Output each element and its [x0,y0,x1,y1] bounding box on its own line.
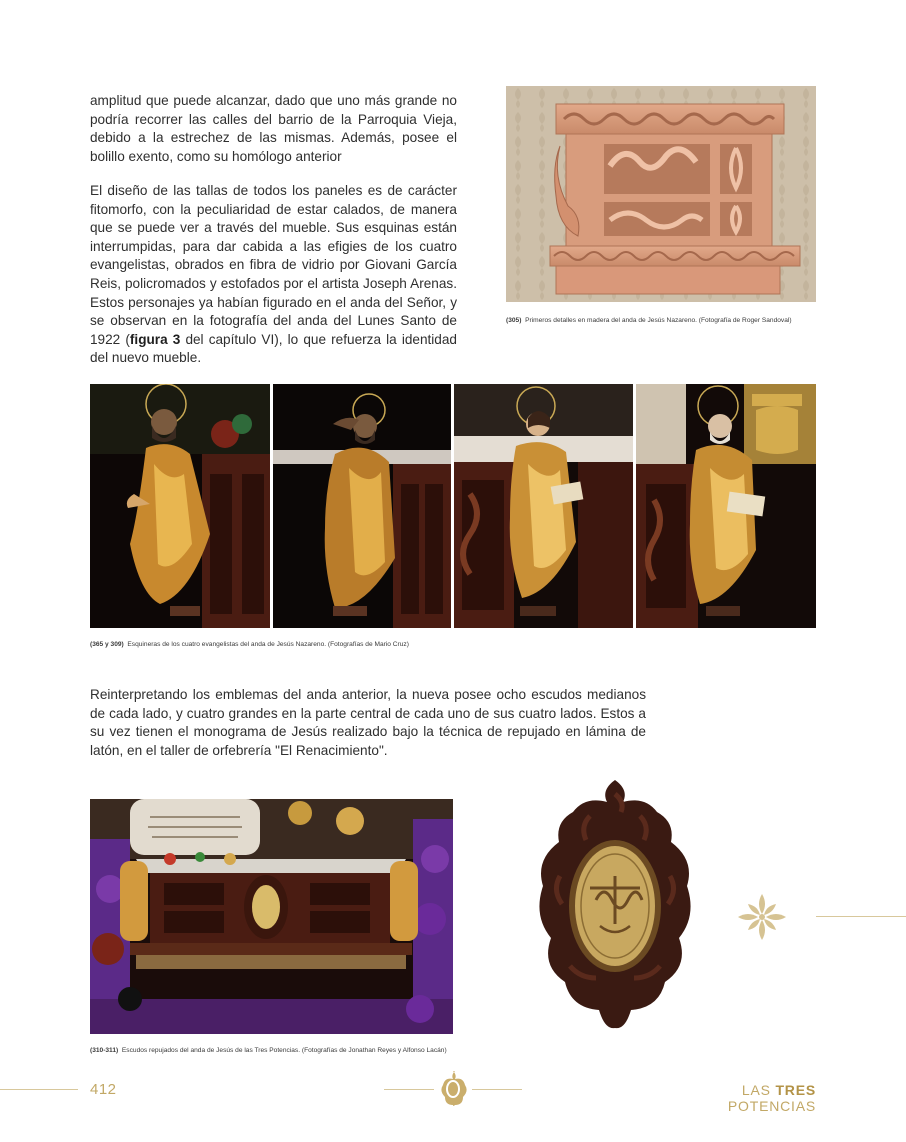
photo-evangelist-4 [636,384,816,628]
caption-text: Esquineras de los cuatro evangelistas del anda de Jesús Nazareno. (Fotografías de Mario Cruz) [127,641,409,648]
photo-evangelist-2 [273,384,451,628]
paragraph-text: El diseño de las tallas de todos los paneles es de carácter fitomorfo, con la peculiaridad de estar calados, de manera que se puede ver a través del mueble. Sus esquinas están interrumpidas, para dar cabida a las efigies de los cuatro evangelistas, obrados en fibra de vidrio por Giovani García Reis, policromados y estofados por el artista Joseph Arenas. Estos personajes ya habían figurado en el anda del Señor, y se observan en la fotografía del anda del Lunes Santo de 1922 ( [90,183,457,347]
figure-reference: figura 3 [129,331,181,347]
brand-word-bold: TRES [775,1082,816,1098]
emblem-icon [437,1070,469,1106]
caption-365 [90,640,409,649]
photo-evangelist-3 [454,384,633,628]
body-paragraph-1 [90,92,457,166]
footer-line-center-left [384,1089,434,1090]
ornament-line [816,916,906,917]
caption-text: Escudos repujados del anda de Jesús de las Tres Potencias. (Fotografías de Jonathan Reyes y Alfonso Lacán) [121,1047,447,1054]
footer-line-left [0,1089,78,1090]
photo-procession-float [90,799,453,1034]
page-number: 412 [90,1081,117,1098]
caption-305 [506,316,792,325]
photo-evangelist-1 [90,384,270,628]
paragraph-text: Reinterpretando los emblemas del anda anterior, la nueva posee ocho escudos medianos de cada lado, y cuatro grandes en la parte central de cada uno de sus cuatro lados. Estos a su vez tienen el monograma de Jesús realizado bajo la técnica de repujado en lámina de latón, en el taller de orfebrería "El Renacimiento". [90,687,646,758]
brand-word: LAS [741,1082,771,1098]
body-paragraph-3 [90,686,646,760]
photo-wood-carving [506,86,816,302]
brand-footer [660,1082,816,1114]
caption-number: (305) [506,317,522,324]
body-paragraph-2 [90,182,457,368]
caption-number: (310-311) [90,1047,119,1054]
paragraph-text: amplitud que puede alcanzar, dado que uno más grande no podría recorrer las calles del barrio de la Parroquia Vieja, debido a la estrechez de las mismas. Además, posee el bolillo exento, como su homólogo anterior [90,93,457,164]
footer-line-center-right [472,1089,522,1090]
paragraph-text: del capítulo VI), lo que refuerza la identidad del nuevo mueble. [90,331,457,366]
brand-word: POTENCIAS [727,1098,816,1114]
caption-number: (365 y 309) [90,641,124,648]
photo-repousse-shield [530,776,700,1032]
ornament-flower-icon [736,892,788,942]
caption-310 [90,1046,447,1055]
caption-text: Primeros detalles en madera del anda de Jesús Nazareno. (Fotografía de Roger Sandoval) [525,317,792,324]
